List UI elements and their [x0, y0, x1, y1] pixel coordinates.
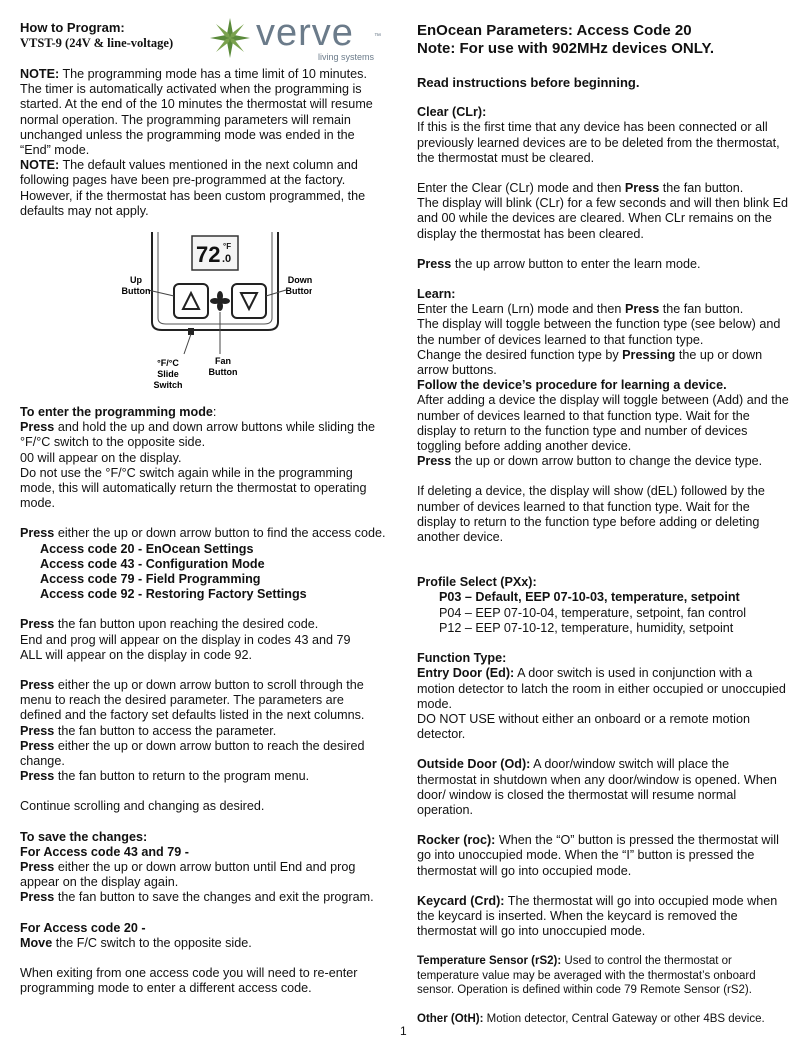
learn-heading: Learn:: [417, 287, 456, 302]
save-subheading: For Access code 43 and 79 -: [20, 844, 189, 859]
access-code-92: Access code 92 - Restoring Factory Settings: [40, 587, 307, 602]
down-button-shape: [232, 284, 266, 318]
return-step: Press the fan button to return to the program menu.: [20, 769, 310, 784]
display-temp: 72: [196, 242, 221, 267]
clear-step: Enter the Clear (CLr) mode and then Press the fan button.: [417, 181, 744, 196]
note-1: NOTE: The programming mode has a time limit of 10 minutes. The timer is automatically activated when the programming is started. At the end of the 10 minutes the thermostat will resume normal operation. The programming parameters will remain unchanged unless the programming mode was ended in the “End” mode.: [20, 67, 373, 158]
learn-step-1: Enter the Learn (Lrn) mode and then Press the fan button.: [417, 302, 744, 317]
profile-p03: P03 – Default, EEP 07-10-03, temperature, setpoint: [439, 590, 740, 605]
up-button-shape: [174, 284, 208, 318]
down-label-2: Button: [285, 286, 312, 296]
move-step: Move the F/C switch to the opposite side.: [20, 935, 252, 950]
profile-p12: P12 – EEP 07-10-12, temperature, humidity, setpoint: [439, 620, 734, 635]
verve-logo: [206, 12, 386, 62]
thermostat-illustration: [92, 230, 312, 396]
save-heading: To save the changes:: [20, 829, 148, 844]
endprog-note: End and prog will appear on the display in codes 43 and 79: [20, 632, 351, 647]
right-body: [417, 75, 789, 1026]
slide-switch-shape: [188, 328, 194, 335]
access-intro: Press either the up or down arrow button to find the access code.: [20, 526, 386, 541]
save-step-1: Press either the up or down arrow button until End and prog appear on the display again.: [20, 860, 356, 890]
access-code-79: Access code 79 - Field Programming: [40, 572, 261, 587]
continue-note: Continue scrolling and changing as desired.: [20, 799, 265, 814]
reach-step: Press either the up or down arrow button to reach the desired change.: [20, 738, 365, 769]
fan-label-2: Button: [208, 367, 238, 377]
learn-step-3: Change the desired function type by Pressing the up or down arrow buttons.: [417, 347, 763, 378]
learn-step-2: The display will toggle between the function type (see below) and the number of devices learned to that function type.: [417, 317, 781, 347]
model-number: VTST-9 (24V & line-voltage): [20, 36, 174, 51]
page-number: 1: [400, 1024, 407, 1038]
enter-step-2: 00 will appear on the display.: [20, 450, 182, 465]
all-note: ALL will appear on the display in code 92.: [20, 647, 252, 662]
entry-door: Entry Door (Ed): A door switch is used in conjunction with a motion detector to latch the room in either occupied or unoccupied mode.: [417, 666, 786, 711]
enocean-title: EnOcean Parameters: Access Code 20: [417, 22, 692, 39]
enter-heading: To enter the programming mode:: [20, 405, 217, 419]
up-label-1: Up: [130, 275, 142, 285]
logo-trademark: ™: [374, 33, 381, 40]
exit-note: When exiting from one access code you will need to re-enter programming mode to enter a different access code.: [20, 966, 358, 996]
follow-procedure: Follow the device’s procedure for learning a device.: [417, 378, 727, 393]
rocker: Rocker (roc): When the “O” button is pressed the thermostat will go into unoccupied mode. When the “I” button is pressed the thermostat will go into occupied mode.: [417, 833, 779, 878]
profile-heading: Profile Select (PXx):: [417, 575, 537, 590]
logo-tagline: living systems: [318, 52, 375, 62]
switch-label-3: Switch: [153, 380, 183, 390]
down-label-1: Down: [287, 275, 312, 285]
right-header: [417, 22, 789, 58]
display-decimal: .0: [222, 253, 232, 265]
access-code-20: Access code 20 - EnOcean Settings: [40, 541, 254, 556]
read-instructions: Read instructions before beginning.: [417, 75, 640, 90]
enter-step-1: Press and hold the up and down arrow buttons while sliding the °F/°C switch to the opposite side.: [20, 420, 375, 450]
donot-note: DO NOT USE without either an onboard or a remote motion detector.: [417, 711, 750, 742]
clear-result: The display will blink (CLr) for a few seconds and will then blink Ed and 00 while the devices are cleared. When CLr remains on the display the thermostat has been cleared.: [417, 196, 788, 241]
change-type-step: Press the up or down arrow button to change the device type.: [417, 454, 763, 469]
clear-heading: Clear (CLr):: [417, 105, 487, 120]
fan-label-1: Fan: [214, 356, 232, 366]
profile-p04: P04 – EEP 07-10-04, temperature, setpoint, fan control: [439, 605, 747, 620]
instructions-block: [20, 405, 386, 997]
notes-block: [20, 67, 386, 219]
enter-step-3: Do not use the °F/°C switch again while in the programming mode, this will automatically return the thermostat to operating mode.: [20, 465, 367, 511]
keycard: Keycard (Crd): The thermostat will go into occupied mode when the keycard is inserted. When the keycard is removed the thermostat will go into unoccupied mode.: [417, 893, 778, 939]
other-device: Other (OtH): Motion detector, Central Gateway or other 4BS device.: [417, 1012, 765, 1025]
ac20-heading: For Access code 20 -: [20, 920, 146, 935]
scroll-step: Press either the up or down arrow button to scroll through the menu to reach the desired parameter. The parameters are defined and the factory set defaults listed in the next columns.: [20, 678, 365, 723]
delete-note: If deleting a device, the display will show (dEL) followed by the number of devices learned to that function type. Wait for the display to return to the function type before adding or deleting another device.: [417, 484, 765, 545]
fan-icon: [210, 291, 230, 311]
clear-desc: If this is the first time that any device has been connected or all previously learned devices are to be deleted from the thermostat, the thermostat must be cleared.: [417, 120, 780, 165]
fan-step: Press the fan button upon reaching the desired code.: [20, 617, 319, 632]
outside-door: Outside Door (Od): A door/window switch will place the thermostat in shutdown when any door/window is opened. When door/ window is closed the thermostat will resume normal operation.: [417, 757, 777, 817]
program-title: How to Program:: [20, 20, 125, 35]
function-heading: Function Type:: [417, 651, 507, 666]
switch-label-2: Slide: [157, 369, 179, 379]
enocean-note: Note: For use with 902MHz devices ONLY.: [417, 40, 715, 57]
temp-sensor: Temperature Sensor (rS2): Used to control the thermostat or temperature value may be averaged with the thermostat’s onboard sensor. Operation is defined within code 79 Remote Sensor (rS2).: [417, 955, 756, 996]
access-code-43: Access code 43 - Configuration Mode: [40, 556, 265, 571]
thermostat-diagram: [92, 230, 312, 396]
program-header: [20, 20, 200, 51]
display-unit: °F: [223, 242, 232, 251]
after-add: After adding a device the display will toggle between (Add) and the number of devices learned to that function type. Wait for the display to return to the function type and number of devices toggling before adding another device.: [417, 393, 789, 454]
switch-label-1: °F/°C: [157, 358, 179, 368]
up-label-2: Button: [121, 286, 151, 296]
access-param-step: Press the fan button to access the parameter.: [20, 723, 277, 738]
note-2: NOTE: The default values mentioned in the next column and following pages have been pre-programmed at the factory. However, if the thermostat has been custom programmed, the defaults may not apply.: [20, 158, 366, 218]
save-step-2: Press the fan button to save the changes and exit the program.: [20, 890, 374, 905]
logo-wordmark: verve: [256, 12, 354, 54]
learn-mode-step: Press the up arrow button to enter the learn mode.: [417, 256, 701, 271]
